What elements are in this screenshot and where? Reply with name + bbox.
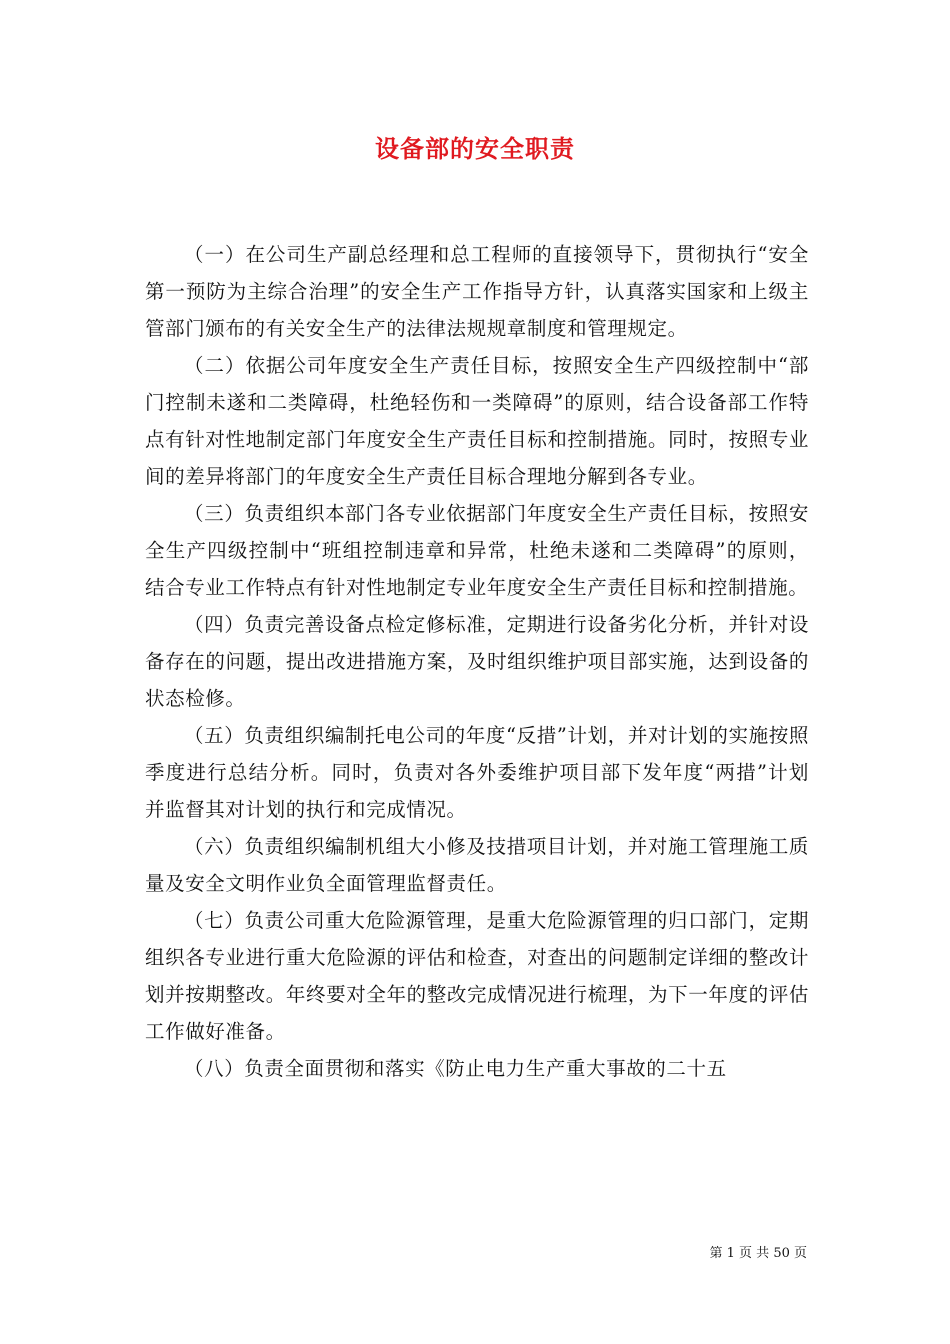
paragraph-1: （一）在公司生产副总经理和总工程师的直接领导下，贯彻执行“安全第一预防为主综合治理”的安全生产工作指导方针，认真落实国家和上级主管部门颁布的有关安全生产的法律法规规章制度和管理规定。 xyxy=(145,243,809,340)
document-body xyxy=(145,236,809,1087)
paragraph-2: （二）依据公司年度安全生产责任目标，按照安全生产四级控制中“部门控制未遂和二类障碍，杜绝轻伤和一类障碍”的原则，结合设备部工作特点有针对性地制定部门年度安全生产责任目标和控制措施。同时，按照专业间的差异将部门的年度安全生产责任目标合理地分解到各专业。 xyxy=(145,354,809,488)
paragraph-7: （七）负责公司重大危险源管理，是重大危险源管理的归口部门，定期组织各专业进行重大危险源的评估和检查，对查出的问题制定详细的整改计划并按期整改。年终要对全年的整改完成情况进行梳理，为下一年度的评估工作做好准备。 xyxy=(145,909,809,1043)
document-title: 设备部的安全职责 xyxy=(375,134,575,163)
paragraph-5: （五）负责组织编制托电公司的年度“反措”计划，并对计划的实施按照季度进行总结分析。同时，负责对各外委维护项目部下发年度“两措”计划并监督其对计划的执行和完成情况。 xyxy=(145,724,809,821)
paragraph-8: （八）负责全面贯彻和落实《防止电力生产重大事故的二十五 xyxy=(184,1057,727,1080)
paragraph-4: （四）负责完善设备点检定修标准，定期进行设备劣化分析，并针对设备存在的问题，提出改进措施方案，及时组织维护项目部实施，达到设备的状态检修。 xyxy=(145,613,809,710)
paragraph-6: （六）负责组织编制机组大小修及技措项目计划，并对施工管理施工质量及安全文明作业负全面管理监督责任。 xyxy=(145,835,809,895)
paragraph-3: （三）负责组织本部门各专业依据部门年度安全生产责任目标，按照安全生产四级控制中“班组控制违章和异常，杜绝未遂和二类障碍”的原则，结合专业工作特点有针对性地制定专业年度安全生产责任目标和控制措施。 xyxy=(145,502,809,599)
page-number-footer: 第 1 页 共 50 页 xyxy=(709,1246,807,1261)
